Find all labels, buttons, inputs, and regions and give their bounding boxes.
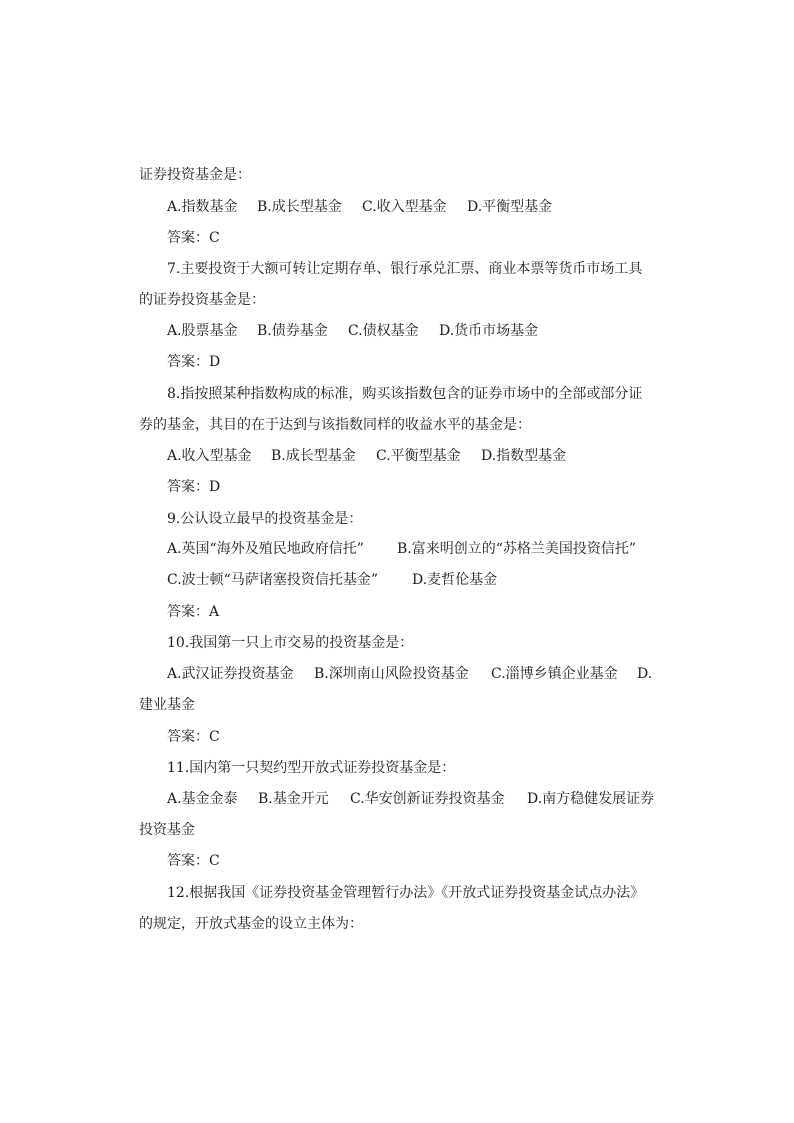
question-8-text: 8.指按照某种指数构成的标准，购买该指数包含的证券市场中的全部或部分证 [167, 386, 643, 402]
question-10-text: 10.我国第一只上市交易的投资基金是： [167, 635, 414, 651]
option-b: B.成长型基金 [257, 199, 342, 215]
question-11-answer: 答案：C [167, 853, 220, 869]
question-9-answer: 答案：A [167, 604, 220, 620]
option-c: C.收入型基金 [362, 199, 447, 215]
option-c: C.淄博乡镇企业基金 [491, 666, 618, 682]
option-d: D.货币市场基金 [439, 323, 539, 339]
option-b: B.成长型基金 [271, 448, 356, 464]
question-10-options-cont: 建业基金 [139, 697, 195, 713]
option-c: C.债权基金 [348, 323, 419, 339]
question-9-options-row2 [167, 570, 497, 590]
option-b: B.基金开元 [258, 791, 329, 807]
option-b: B.深圳南山风险投资基金 [314, 666, 469, 682]
question-11-text: 11.国内第一只契约型开放式证券投资基金是： [167, 760, 456, 776]
question-8-options [167, 446, 566, 466]
option-a: A.收入型基金 [167, 448, 252, 464]
option-a: A.英国“海外及殖民地政府信托” [167, 541, 364, 557]
question-8-text-cont: 券的基金，其目的在于达到与该指数同样的收益水平的基金是： [139, 417, 531, 433]
question-9-text: 9.公认设立最早的投资基金是： [167, 511, 363, 527]
question-6-options [167, 197, 552, 217]
question-7-text: 7.主要投资于大额可转让定期存单、银行承兑汇票、商业本票等货币市场工具 [167, 261, 643, 277]
option-b: B.富来明创立的“苏格兰美国投资信托” [397, 541, 637, 557]
question-7-text-cont: 的证券投资基金是： [139, 292, 265, 308]
question-11-options-cont: 投资基金 [139, 822, 195, 838]
option-a: A.基金金泰 [167, 791, 238, 807]
option-b: B.债券基金 [257, 323, 328, 339]
option-d: D.麦哲伦基金 [412, 572, 498, 588]
option-a: A.股票基金 [167, 323, 238, 339]
option-c: C.波士顿“马萨诸塞投资信托基金” [167, 572, 378, 588]
option-d: D. [637, 666, 653, 682]
question-8-answer: 答案：D [167, 479, 221, 495]
question-10-options [167, 664, 652, 684]
option-d: D.指数型基金 [481, 448, 567, 464]
question-9-options-row1 [167, 539, 636, 559]
option-c: C.华安创新证券投资基金 [350, 791, 505, 807]
option-d: D.平衡型基金 [467, 199, 553, 215]
question-7-options [167, 321, 538, 341]
question-10-answer: 答案：C [167, 729, 220, 745]
question-11-options [167, 789, 654, 809]
option-a: A.指数基金 [167, 199, 238, 215]
question-6-answer: 答案：C [167, 230, 220, 246]
question-12-text: 12.根据我国《证券投资基金管理暂行办法》《开放式证券投资基金试点办法》 [167, 885, 645, 901]
option-d: D.南方稳健发展证券 [527, 791, 655, 807]
question-12-text-cont: 的规定，开放式基金的设立主体为： [139, 916, 363, 932]
question-7-answer: 答案：D [167, 354, 221, 370]
option-c: C.平衡型基金 [376, 448, 461, 464]
question-6-text-cont: 证券投资基金是： [139, 167, 251, 183]
option-a: A.武汉证券投资基金 [167, 666, 294, 682]
